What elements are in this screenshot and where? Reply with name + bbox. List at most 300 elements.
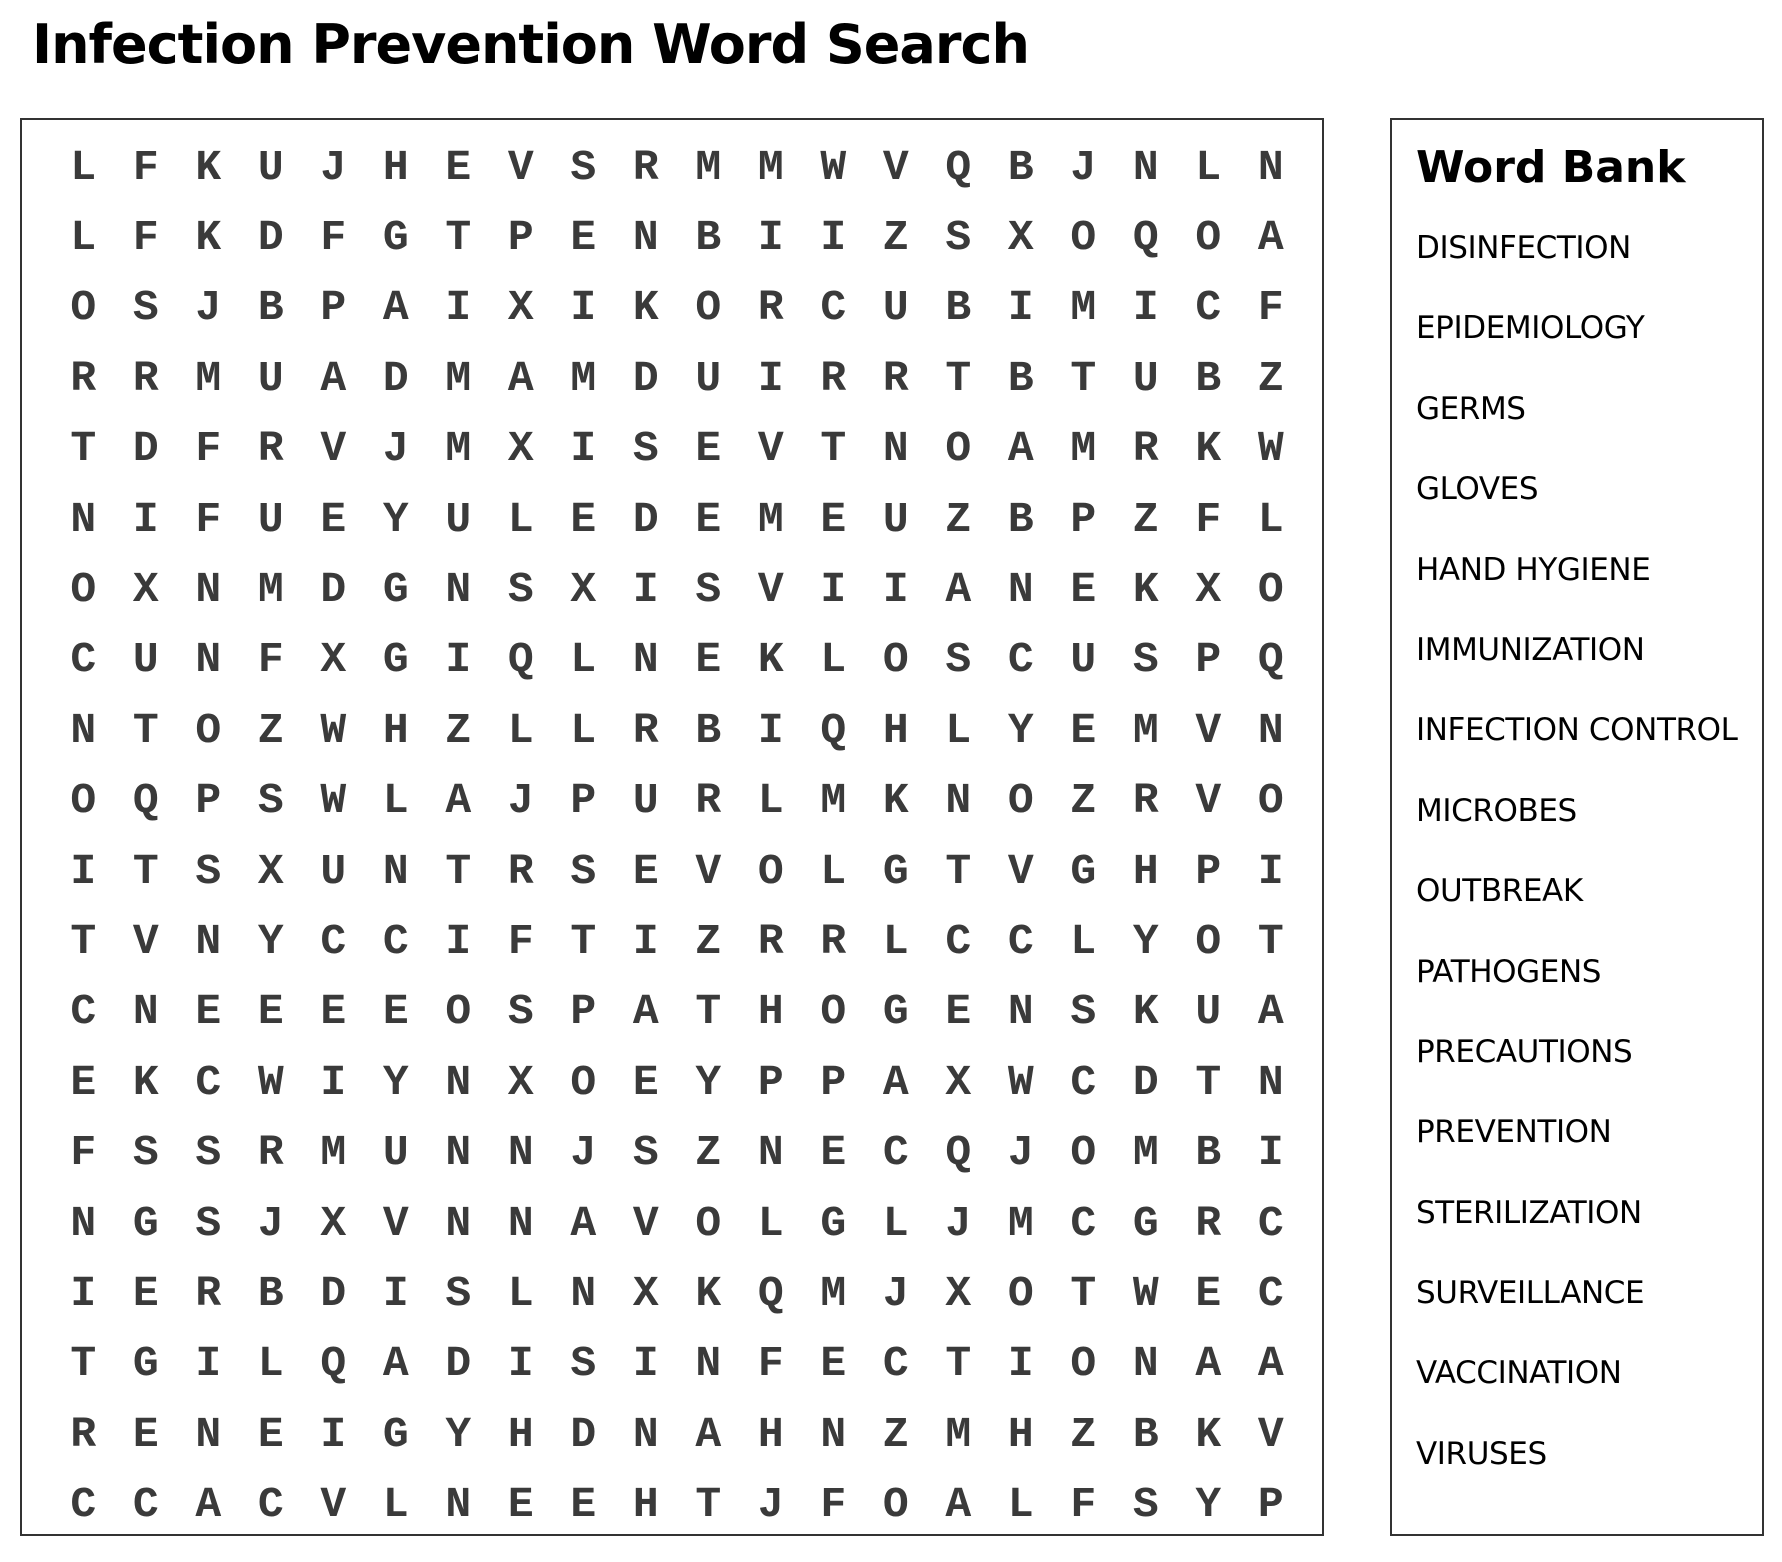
- grid-letter[interactable]: K: [695, 1268, 722, 1318]
- grid-letter[interactable]: S: [132, 1128, 159, 1178]
- grid-letter[interactable]: A: [1007, 424, 1034, 474]
- grid-letter[interactable]: Z: [445, 705, 472, 755]
- grid-letter[interactable]: A: [507, 353, 534, 403]
- grid-letter[interactable]: S: [695, 565, 722, 615]
- grid-letter[interactable]: B: [1007, 142, 1034, 192]
- grid-letter[interactable]: O: [1195, 213, 1222, 263]
- grid-letter[interactable]: V: [695, 846, 722, 896]
- grid-letter[interactable]: S: [1070, 987, 1097, 1037]
- grid-letter[interactable]: N: [507, 1198, 534, 1248]
- grid-letter[interactable]: C: [1070, 1057, 1097, 1107]
- grid-letter[interactable]: Q: [757, 1268, 784, 1318]
- grid-letter[interactable]: C: [320, 916, 347, 966]
- grid-letter[interactable]: N: [632, 635, 659, 685]
- grid-letter[interactable]: Z: [1132, 494, 1159, 544]
- grid-letter[interactable]: R: [820, 353, 847, 403]
- grid-letter[interactable]: I: [757, 213, 784, 263]
- grid-letter[interactable]: J: [1007, 1128, 1034, 1178]
- grid-letter[interactable]: T: [445, 213, 472, 263]
- grid-letter[interactable]: M: [257, 565, 284, 615]
- grid-letter[interactable]: N: [445, 565, 472, 615]
- grid-letter[interactable]: K: [1132, 987, 1159, 1037]
- grid-letter[interactable]: R: [1195, 1198, 1222, 1248]
- grid-letter[interactable]: L: [507, 494, 534, 544]
- grid-letter[interactable]: N: [1132, 142, 1159, 192]
- grid-letter[interactable]: C: [382, 916, 409, 966]
- grid-letter[interactable]: U: [257, 142, 284, 192]
- grid-letter[interactable]: F: [195, 494, 222, 544]
- grid-letter[interactable]: Z: [695, 916, 722, 966]
- grid-letter[interactable]: C: [70, 1480, 97, 1530]
- grid-letter[interactable]: V: [507, 142, 534, 192]
- grid-letter[interactable]: S: [195, 1198, 222, 1248]
- grid-letter[interactable]: O: [1007, 776, 1034, 826]
- grid-letter[interactable]: V: [132, 916, 159, 966]
- grid-letter[interactable]: G: [132, 1339, 159, 1389]
- grid-letter[interactable]: L: [882, 916, 909, 966]
- grid-letter[interactable]: E: [1195, 1268, 1222, 1318]
- grid-letter[interactable]: L: [945, 705, 972, 755]
- grid-letter[interactable]: Y: [1195, 1480, 1222, 1530]
- grid-letter[interactable]: F: [820, 1480, 847, 1530]
- grid-letter[interactable]: Q: [945, 142, 972, 192]
- grid-letter[interactable]: M: [820, 1268, 847, 1318]
- grid-letter[interactable]: R: [632, 705, 659, 755]
- grid-letter[interactable]: D: [132, 424, 159, 474]
- grid-letter[interactable]: M: [945, 1409, 972, 1459]
- grid-letter[interactable]: N: [1007, 565, 1034, 615]
- grid-letter[interactable]: R: [70, 1409, 97, 1459]
- grid-letter[interactable]: I: [570, 424, 597, 474]
- grid-letter[interactable]: K: [1195, 1409, 1222, 1459]
- grid-letter[interactable]: T: [945, 353, 972, 403]
- grid-letter[interactable]: I: [820, 565, 847, 615]
- grid-letter[interactable]: V: [757, 424, 784, 474]
- grid-letter[interactable]: E: [445, 142, 472, 192]
- grid-letter[interactable]: E: [945, 987, 972, 1037]
- grid-letter[interactable]: F: [320, 213, 347, 263]
- grid-letter[interactable]: N: [195, 1409, 222, 1459]
- grid-letter[interactable]: E: [632, 1057, 659, 1107]
- grid-letter[interactable]: N: [1007, 987, 1034, 1037]
- grid-letter[interactable]: J: [882, 1268, 909, 1318]
- grid-letter[interactable]: L: [1007, 1480, 1034, 1530]
- grid-letter[interactable]: A: [570, 1198, 597, 1248]
- grid-letter[interactable]: A: [1195, 1339, 1222, 1389]
- grid-letter[interactable]: C: [1195, 283, 1222, 333]
- grid-letter[interactable]: K: [1132, 565, 1159, 615]
- grid-letter[interactable]: A: [945, 565, 972, 615]
- grid-letter[interactable]: S: [195, 1128, 222, 1178]
- grid-letter[interactable]: N: [445, 1198, 472, 1248]
- grid-letter[interactable]: A: [632, 987, 659, 1037]
- grid-letter[interactable]: A: [695, 1409, 722, 1459]
- grid-letter[interactable]: X: [570, 565, 597, 615]
- grid-letter[interactable]: R: [195, 1268, 222, 1318]
- grid-letter[interactable]: E: [320, 987, 347, 1037]
- grid-letter[interactable]: F: [132, 213, 159, 263]
- grid-letter[interactable]: D: [257, 213, 284, 263]
- grid-letter[interactable]: A: [445, 776, 472, 826]
- grid-letter[interactable]: E: [382, 987, 409, 1037]
- grid-letter[interactable]: P: [820, 1057, 847, 1107]
- grid-letter[interactable]: V: [320, 424, 347, 474]
- grid-letter[interactable]: I: [320, 1409, 347, 1459]
- grid-letter[interactable]: I: [70, 1268, 97, 1318]
- grid-letter[interactable]: I: [320, 1057, 347, 1107]
- grid-letter[interactable]: B: [257, 1268, 284, 1318]
- grid-letter[interactable]: P: [1070, 494, 1097, 544]
- grid-letter[interactable]: N: [382, 846, 409, 896]
- grid-letter[interactable]: I: [445, 283, 472, 333]
- grid-letter[interactable]: F: [132, 142, 159, 192]
- grid-letter[interactable]: S: [1132, 1480, 1159, 1530]
- grid-letter[interactable]: N: [820, 1409, 847, 1459]
- grid-letter[interactable]: O: [70, 776, 97, 826]
- grid-letter[interactable]: J: [570, 1128, 597, 1178]
- grid-letter[interactable]: R: [757, 916, 784, 966]
- grid-letter[interactable]: F: [1257, 283, 1284, 333]
- grid-letter[interactable]: E: [695, 494, 722, 544]
- grid-letter[interactable]: S: [570, 846, 597, 896]
- grid-letter[interactable]: T: [695, 1480, 722, 1530]
- grid-letter[interactable]: U: [1070, 635, 1097, 685]
- grid-letter[interactable]: I: [632, 1339, 659, 1389]
- grid-letter[interactable]: Q: [507, 635, 534, 685]
- grid-letter[interactable]: A: [1257, 1339, 1284, 1389]
- grid-letter[interactable]: C: [1257, 1268, 1284, 1318]
- grid-letter[interactable]: C: [882, 1128, 909, 1178]
- grid-letter[interactable]: I: [570, 283, 597, 333]
- grid-letter[interactable]: N: [445, 1128, 472, 1178]
- grid-letter[interactable]: S: [570, 1339, 597, 1389]
- grid-letter[interactable]: J: [382, 424, 409, 474]
- grid-letter[interactable]: I: [70, 846, 97, 896]
- grid-letter[interactable]: V: [1257, 1409, 1284, 1459]
- grid-letter[interactable]: S: [195, 846, 222, 896]
- grid-letter[interactable]: E: [570, 494, 597, 544]
- grid-letter[interactable]: X: [507, 283, 534, 333]
- grid-letter[interactable]: L: [70, 213, 97, 263]
- grid-letter[interactable]: H: [507, 1409, 534, 1459]
- grid-letter[interactable]: E: [632, 846, 659, 896]
- grid-letter[interactable]: T: [70, 916, 97, 966]
- grid-letter[interactable]: V: [1195, 776, 1222, 826]
- grid-letter[interactable]: R: [757, 283, 784, 333]
- grid-letter[interactable]: O: [757, 846, 784, 896]
- grid-letter[interactable]: L: [507, 705, 534, 755]
- grid-letter[interactable]: E: [1070, 565, 1097, 615]
- grid-letter[interactable]: Z: [1070, 776, 1097, 826]
- grid-letter[interactable]: C: [195, 1057, 222, 1107]
- grid-letter[interactable]: N: [632, 213, 659, 263]
- grid-letter[interactable]: O: [445, 987, 472, 1037]
- grid-letter[interactable]: R: [1132, 776, 1159, 826]
- grid-letter[interactable]: X: [132, 565, 159, 615]
- grid-letter[interactable]: Y: [257, 916, 284, 966]
- grid-letter[interactable]: R: [257, 1128, 284, 1178]
- grid-letter[interactable]: A: [195, 1480, 222, 1530]
- grid-letter[interactable]: H: [382, 142, 409, 192]
- grid-letter[interactable]: D: [320, 565, 347, 615]
- grid-letter[interactable]: F: [1195, 494, 1222, 544]
- grid-letter[interactable]: N: [570, 1268, 597, 1318]
- grid-letter[interactable]: D: [445, 1339, 472, 1389]
- grid-letter[interactable]: Q: [945, 1128, 972, 1178]
- grid-letter[interactable]: T: [70, 424, 97, 474]
- grid-letter[interactable]: L: [757, 1198, 784, 1248]
- grid-letter[interactable]: I: [1132, 283, 1159, 333]
- grid-letter[interactable]: O: [820, 987, 847, 1037]
- grid-letter[interactable]: M: [1070, 283, 1097, 333]
- grid-letter[interactable]: L: [70, 142, 97, 192]
- grid-letter[interactable]: T: [132, 846, 159, 896]
- grid-letter[interactable]: P: [1195, 635, 1222, 685]
- grid-letter[interactable]: I: [757, 353, 784, 403]
- grid-letter[interactable]: F: [507, 916, 534, 966]
- grid-letter[interactable]: P: [757, 1057, 784, 1107]
- grid-letter[interactable]: N: [70, 705, 97, 755]
- grid-letter[interactable]: U: [257, 353, 284, 403]
- grid-letter[interactable]: R: [257, 424, 284, 474]
- grid-letter[interactable]: M: [757, 142, 784, 192]
- grid-letter[interactable]: S: [570, 142, 597, 192]
- grid-letter[interactable]: D: [632, 494, 659, 544]
- grid-letter[interactable]: N: [195, 565, 222, 615]
- grid-letter[interactable]: G: [882, 987, 909, 1037]
- grid-letter[interactable]: L: [1257, 494, 1284, 544]
- grid-letter[interactable]: C: [820, 283, 847, 333]
- grid-letter[interactable]: J: [257, 1198, 284, 1248]
- grid-letter[interactable]: O: [1007, 1268, 1034, 1318]
- grid-letter[interactable]: O: [570, 1057, 597, 1107]
- grid-letter[interactable]: M: [1007, 1198, 1034, 1248]
- grid-letter[interactable]: B: [695, 705, 722, 755]
- grid-letter[interactable]: I: [382, 1268, 409, 1318]
- grid-letter[interactable]: G: [882, 846, 909, 896]
- grid-letter[interactable]: I: [757, 705, 784, 755]
- grid-letter[interactable]: Z: [1070, 1409, 1097, 1459]
- grid-letter[interactable]: V: [882, 142, 909, 192]
- grid-letter[interactable]: N: [195, 635, 222, 685]
- grid-letter[interactable]: E: [820, 1339, 847, 1389]
- grid-letter[interactable]: B: [1132, 1409, 1159, 1459]
- grid-letter[interactable]: G: [382, 213, 409, 263]
- grid-letter[interactable]: P: [570, 776, 597, 826]
- grid-letter[interactable]: W: [820, 142, 847, 192]
- grid-letter[interactable]: E: [820, 1128, 847, 1178]
- grid-letter[interactable]: T: [1195, 1057, 1222, 1107]
- grid-letter[interactable]: A: [882, 1057, 909, 1107]
- grid-letter[interactable]: A: [320, 353, 347, 403]
- grid-letter[interactable]: F: [195, 424, 222, 474]
- grid-letter[interactable]: J: [507, 776, 534, 826]
- grid-letter[interactable]: M: [195, 353, 222, 403]
- grid-letter[interactable]: S: [507, 987, 534, 1037]
- grid-letter[interactable]: G: [820, 1198, 847, 1248]
- grid-letter[interactable]: L: [820, 635, 847, 685]
- grid-letter[interactable]: G: [382, 635, 409, 685]
- grid-letter[interactable]: X: [320, 1198, 347, 1248]
- grid-letter[interactable]: D: [570, 1409, 597, 1459]
- grid-letter[interactable]: K: [757, 635, 784, 685]
- grid-letter[interactable]: R: [132, 353, 159, 403]
- grid-letter[interactable]: U: [320, 846, 347, 896]
- grid-letter[interactable]: S: [632, 1128, 659, 1178]
- grid-letter[interactable]: T: [820, 424, 847, 474]
- grid-letter[interactable]: T: [445, 846, 472, 896]
- grid-letter[interactable]: N: [70, 1198, 97, 1248]
- grid-letter[interactable]: X: [320, 635, 347, 685]
- grid-letter[interactable]: U: [1195, 987, 1222, 1037]
- grid-letter[interactable]: T: [1070, 1268, 1097, 1318]
- grid-letter[interactable]: A: [382, 1339, 409, 1389]
- grid-letter[interactable]: U: [382, 1128, 409, 1178]
- grid-letter[interactable]: E: [195, 987, 222, 1037]
- grid-letter[interactable]: V: [632, 1198, 659, 1248]
- grid-letter[interactable]: R: [882, 353, 909, 403]
- grid-letter[interactable]: H: [382, 705, 409, 755]
- grid-letter[interactable]: T: [1070, 353, 1097, 403]
- grid-letter[interactable]: Z: [695, 1128, 722, 1178]
- grid-letter[interactable]: I: [445, 635, 472, 685]
- grid-letter[interactable]: B: [1195, 1128, 1222, 1178]
- grid-letter[interactable]: X: [945, 1057, 972, 1107]
- grid-letter[interactable]: C: [882, 1339, 909, 1389]
- grid-letter[interactable]: I: [632, 916, 659, 966]
- grid-letter[interactable]: V: [382, 1198, 409, 1248]
- grid-letter[interactable]: M: [820, 776, 847, 826]
- grid-letter[interactable]: V: [1007, 846, 1034, 896]
- grid-letter[interactable]: G: [382, 1409, 409, 1459]
- grid-letter[interactable]: S: [632, 424, 659, 474]
- grid-letter[interactable]: P: [570, 987, 597, 1037]
- grid-letter[interactable]: I: [820, 213, 847, 263]
- grid-letter[interactable]: K: [882, 776, 909, 826]
- grid-letter[interactable]: F: [1070, 1480, 1097, 1530]
- grid-letter[interactable]: R: [70, 353, 97, 403]
- grid-letter[interactable]: L: [507, 1268, 534, 1318]
- grid-letter[interactable]: V: [1195, 705, 1222, 755]
- grid-letter[interactable]: E: [507, 1480, 534, 1530]
- grid-letter[interactable]: D: [320, 1268, 347, 1318]
- grid-letter[interactable]: O: [70, 283, 97, 333]
- grid-letter[interactable]: W: [1132, 1268, 1159, 1318]
- grid-letter[interactable]: L: [257, 1339, 284, 1389]
- grid-letter[interactable]: N: [445, 1057, 472, 1107]
- grid-letter[interactable]: Z: [882, 1409, 909, 1459]
- grid-letter[interactable]: U: [1132, 353, 1159, 403]
- grid-letter[interactable]: Z: [257, 705, 284, 755]
- grid-letter[interactable]: J: [320, 142, 347, 192]
- grid-letter[interactable]: E: [695, 424, 722, 474]
- grid-letter[interactable]: F: [757, 1339, 784, 1389]
- grid-letter[interactable]: S: [945, 635, 972, 685]
- grid-letter[interactable]: X: [257, 846, 284, 896]
- grid-letter[interactable]: W: [257, 1057, 284, 1107]
- grid-letter[interactable]: R: [695, 776, 722, 826]
- grid-letter[interactable]: H: [632, 1480, 659, 1530]
- grid-letter[interactable]: K: [195, 213, 222, 263]
- grid-letter[interactable]: E: [70, 1057, 97, 1107]
- grid-letter[interactable]: P: [1257, 1480, 1284, 1530]
- grid-letter[interactable]: R: [820, 916, 847, 966]
- grid-letter[interactable]: N: [882, 424, 909, 474]
- grid-letter[interactable]: X: [632, 1268, 659, 1318]
- grid-letter[interactable]: N: [132, 987, 159, 1037]
- grid-letter[interactable]: O: [695, 1198, 722, 1248]
- grid-letter[interactable]: M: [757, 494, 784, 544]
- grid-letter[interactable]: T: [695, 987, 722, 1037]
- grid-letter[interactable]: O: [70, 565, 97, 615]
- grid-letter[interactable]: L: [1070, 916, 1097, 966]
- grid-letter[interactable]: O: [1257, 565, 1284, 615]
- grid-letter[interactable]: D: [632, 353, 659, 403]
- grid-letter[interactable]: T: [1257, 916, 1284, 966]
- grid-letter[interactable]: Z: [1257, 353, 1284, 403]
- grid-letter[interactable]: I: [445, 916, 472, 966]
- grid-letter[interactable]: G: [1070, 846, 1097, 896]
- grid-letter[interactable]: W: [1257, 424, 1284, 474]
- grid-letter[interactable]: E: [132, 1268, 159, 1318]
- grid-letter[interactable]: C: [70, 635, 97, 685]
- grid-letter[interactable]: S: [1132, 635, 1159, 685]
- grid-letter[interactable]: I: [195, 1339, 222, 1389]
- grid-letter[interactable]: Q: [1257, 635, 1284, 685]
- grid-letter[interactable]: Y: [1132, 916, 1159, 966]
- grid-letter[interactable]: Z: [882, 213, 909, 263]
- grid-letter[interactable]: A: [1257, 987, 1284, 1037]
- grid-letter[interactable]: Z: [945, 494, 972, 544]
- grid-letter[interactable]: N: [195, 916, 222, 966]
- grid-letter[interactable]: J: [195, 283, 222, 333]
- grid-letter[interactable]: N: [1257, 705, 1284, 755]
- grid-letter[interactable]: G: [132, 1198, 159, 1248]
- grid-letter[interactable]: S: [132, 283, 159, 333]
- grid-letter[interactable]: M: [695, 142, 722, 192]
- grid-letter[interactable]: C: [1007, 916, 1034, 966]
- grid-letter[interactable]: P: [507, 213, 534, 263]
- grid-letter[interactable]: O: [945, 424, 972, 474]
- grid-letter[interactable]: C: [70, 987, 97, 1037]
- grid-letter[interactable]: H: [1132, 846, 1159, 896]
- grid-letter[interactable]: L: [570, 705, 597, 755]
- grid-letter[interactable]: A: [945, 1480, 972, 1530]
- grid-letter[interactable]: N: [445, 1480, 472, 1530]
- grid-letter[interactable]: J: [1070, 142, 1097, 192]
- grid-letter[interactable]: M: [445, 353, 472, 403]
- grid-letter[interactable]: V: [757, 565, 784, 615]
- grid-letter[interactable]: X: [945, 1268, 972, 1318]
- grid-letter[interactable]: O: [882, 1480, 909, 1530]
- grid-letter[interactable]: U: [257, 494, 284, 544]
- grid-letter[interactable]: X: [1007, 213, 1034, 263]
- grid-letter[interactable]: I: [1007, 283, 1034, 333]
- grid-letter[interactable]: O: [1257, 776, 1284, 826]
- grid-letter[interactable]: P: [1195, 846, 1222, 896]
- grid-letter[interactable]: T: [570, 916, 597, 966]
- grid-letter[interactable]: H: [1007, 1409, 1034, 1459]
- grid-letter[interactable]: S: [445, 1268, 472, 1318]
- grid-letter[interactable]: Y: [382, 494, 409, 544]
- grid-letter[interactable]: J: [945, 1198, 972, 1248]
- grid-letter[interactable]: E: [132, 1409, 159, 1459]
- grid-letter[interactable]: N: [507, 1128, 534, 1178]
- grid-letter[interactable]: F: [257, 635, 284, 685]
- grid-letter[interactable]: C: [1070, 1198, 1097, 1248]
- grid-letter[interactable]: N: [70, 494, 97, 544]
- grid-letter[interactable]: Y: [445, 1409, 472, 1459]
